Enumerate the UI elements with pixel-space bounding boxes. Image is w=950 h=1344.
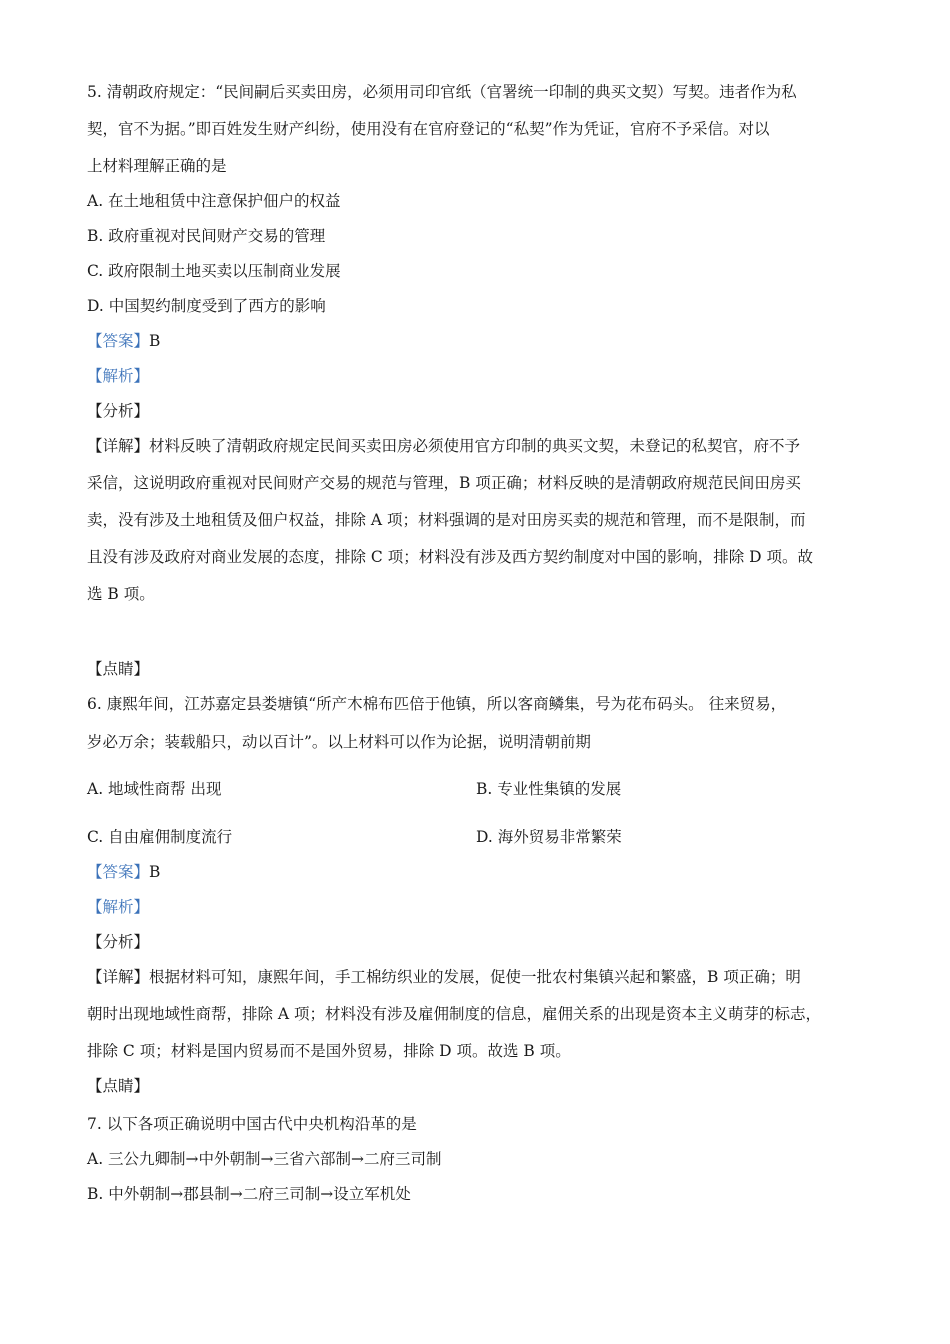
- q5-jiexi-heading: 【解析】: [87, 367, 150, 385]
- q6-answer-row: [87, 861, 160, 883]
- q6-stem-line-2: 岁必万余；装载船只，动以百计”。以上材料可以作为论据，说明清朝前期: [87, 733, 591, 751]
- q6-option-a: A. 地域性商帮 出现: [87, 780, 222, 798]
- q5-option-a: A. 在土地租赁中注意保护佃户的权益: [87, 192, 341, 210]
- q6-detail-line-2: 朝时出现地域性商帮，排除 A 项；材料没有涉及雇佣制度的信息，雇佣关系的出现是资本主义萌芽的标志，: [87, 1005, 822, 1023]
- q5-stem-line-3: 上材料理解正确的是: [87, 157, 227, 175]
- q6-answer-tag: 【答案】: [87, 863, 150, 881]
- q6-detail-line-3: 排除 C 项；材料是国内贸易而不是国外贸易，排除 D 项。故选 B 项。: [87, 1042, 571, 1060]
- q5-detail-line-4: 且没有涉及政府对商业发展的态度，排除 C 项；材料没有涉及西方契约制度对中国的影响，排除 D 项。故: [87, 548, 813, 566]
- q6-fenxi-heading: 【分析】: [87, 933, 150, 951]
- q7-option-b: B. 中外朝制→郡县制→二府三司制→设立军机处: [87, 1185, 411, 1203]
- q5-stem-line-1: 5. 清朝政府规定：“民间嗣后买卖田房，必须用司印官纸（官署统一印制的典买文契）写契。违者作为私: [87, 83, 797, 101]
- q6-jiexi-heading: 【解析】: [87, 898, 150, 916]
- q7-option-a: A. 三公九卿制→中外朝制→三省六部制→二府三司制: [87, 1150, 442, 1168]
- q6-dianjing-heading: 【点睛】: [87, 1077, 150, 1095]
- q5-detail-line-3: 卖，没有涉及土地租赁及佃户权益，排除 A 项；材料强调的是对田房买卖的规范和管理，而不是限制，而: [87, 511, 806, 529]
- q5-answer-tag: 【答案】: [87, 332, 150, 350]
- q6-detail-line-1: 【详解】根据材料可知，康熙年间，手工棉纺织业的发展，促使一批农村集镇兴起和繁盛，B 项正确；明: [87, 968, 801, 986]
- q5-option-b: B. 政府重视对民间财产交易的管理: [87, 227, 326, 245]
- q6-stem-line-1: 6. 康熙年间，江苏嘉定县娄塘镇“所产木棉布匹倍于他镇，所以客商鳞集，号为花布码头。 往来贸易，: [87, 695, 787, 713]
- q7-stem: 7. 以下各项正确说明中国古代中央机构沿革的是: [87, 1115, 417, 1133]
- q6-option-d: D. 海外贸易非常繁荣: [476, 828, 622, 846]
- q5-answer-value: B: [149, 332, 161, 350]
- q5-fenxi-heading: 【分析】: [87, 402, 150, 420]
- q6-answer-value: B: [149, 863, 161, 881]
- q5-option-c: C. 政府限制土地买卖以压制商业发展: [87, 262, 341, 280]
- q5-detail-line-1: 【详解】材料反映了清朝政府规定民间买卖田房必须使用官方印制的典买文契，未登记的私契官，府不予: [87, 437, 801, 455]
- q5-dianjing-heading: 【点睛】: [87, 660, 150, 678]
- q6-option-c: C. 自由雇佣制度流行: [87, 828, 233, 846]
- q5-detail-line-2: 采信，这说明政府重视对民间财产交易的规范与管理，B 项正确；材料反映的是清朝政府规范民间田房买: [87, 474, 801, 492]
- q5-stem-line-2: 契，官不为据。”即百姓发生财产纠纷，使用没有在官府登记的“私契”作为凭证，官府不予采信。对以: [87, 120, 770, 138]
- q5-detail-line-5: 选 B 项。: [87, 585, 155, 603]
- q6-option-b: B. 专业性集镇的发展: [476, 780, 622, 798]
- q5-option-d: D. 中国契约制度受到了西方的影响: [87, 297, 326, 315]
- q5-answer-row: [87, 330, 160, 352]
